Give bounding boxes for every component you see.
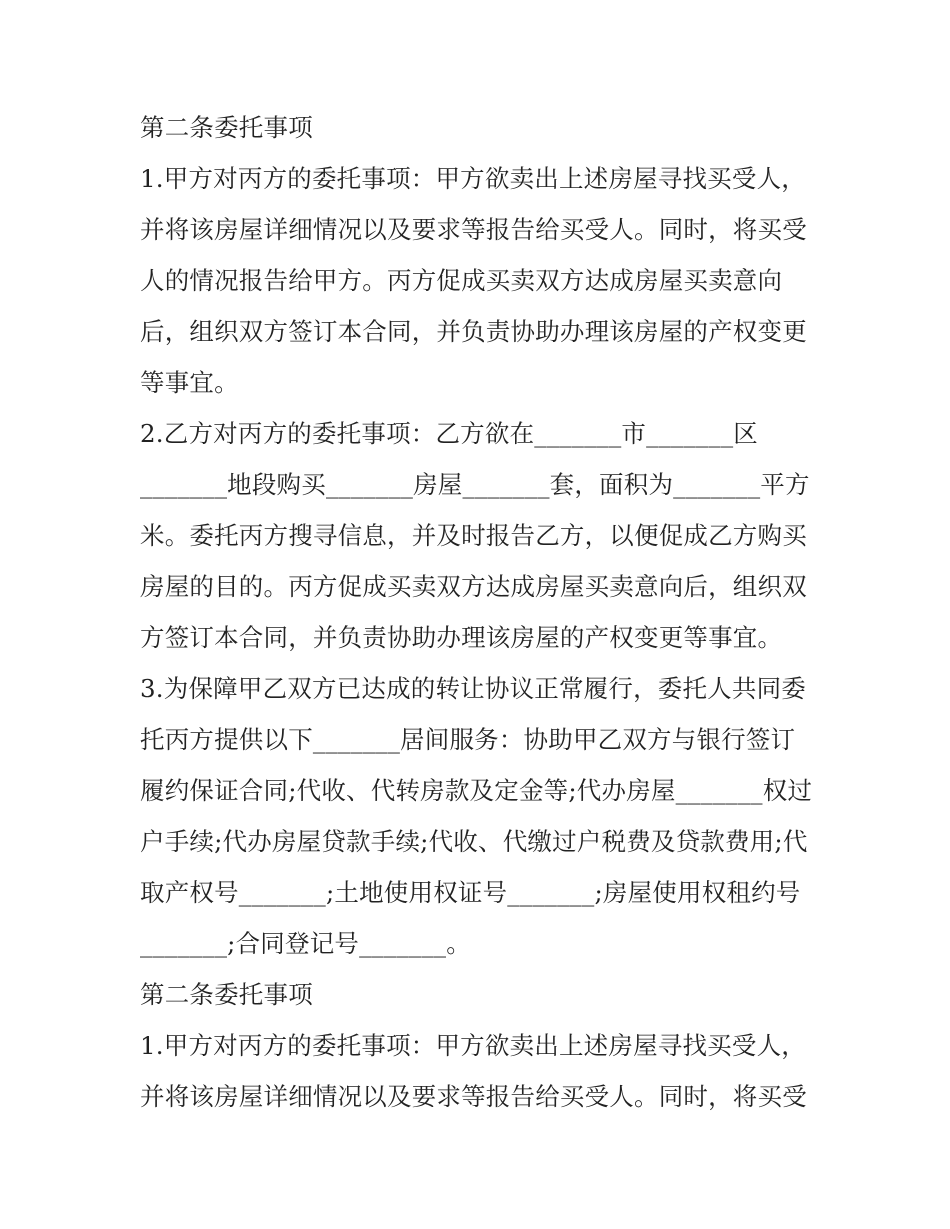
paragraph-line: 1.甲方对丙方的委托事项：甲方欲卖出上述房屋寻找买受人， [140, 164, 806, 193]
paragraph-line: 2.乙方对丙方的委托事项：乙方欲在_______市_______区 [140, 419, 758, 448]
paragraph-line: 米。委托丙方搜寻信息，并及时报告乙方，以便促成乙方购买 [140, 521, 807, 550]
paragraph-line: 等事宜。 [140, 368, 239, 397]
paragraph-line: 并将该房屋详细情况以及要求等报告给买受人。同时，将买受 [140, 1082, 807, 1111]
paragraph-line: 房屋的目的。丙方促成买卖双方达成房屋买卖意向后，组织双 [140, 572, 807, 601]
section-heading: 第二条委托事项 [140, 980, 313, 1009]
paragraph-line: 取产权号_______;土地使用权证号_______;房屋使用权租约号 [140, 878, 801, 907]
document-body [140, 102, 816, 1122]
section-heading: 第二条委托事项 [140, 113, 313, 142]
paragraph-line: 后，组织双方签订本合同，并负责协助办理该房屋的产权变更 [140, 317, 807, 346]
paragraph-line: 方签订本合同，并负责协助办理该房屋的产权变更等事宜。 [140, 623, 783, 652]
paragraph-line: 1.甲方对丙方的委托事项：甲方欲卖出上述房屋寻找买受人， [140, 1031, 806, 1060]
paragraph-line: 并将该房屋详细情况以及要求等报告给买受人。同时，将买受 [140, 215, 807, 244]
paragraph-line: 户手续;代办房屋贷款手续;代收、代缴过户税费及贷款费用;代 [140, 827, 808, 856]
paragraph-line: 3.为保障甲乙双方已达成的转让协议正常履行，委托人共同委 [140, 674, 806, 703]
paragraph-line: 人的情况报告给甲方。丙方促成买卖双方达成房屋买卖意向 [140, 266, 783, 295]
paragraph-line: _______;合同登记号_______。 [140, 929, 471, 958]
paragraph-line: 履约保证合同;代收、代转房款及定金等;代办房屋_______权过 [140, 776, 813, 805]
paragraph-line: _______地段购买_______房屋_______套，面积为_______平方 [140, 470, 810, 499]
paragraph-line: 托丙方提供以下_______居间服务：协助甲乙双方与银行签订 [140, 725, 796, 754]
